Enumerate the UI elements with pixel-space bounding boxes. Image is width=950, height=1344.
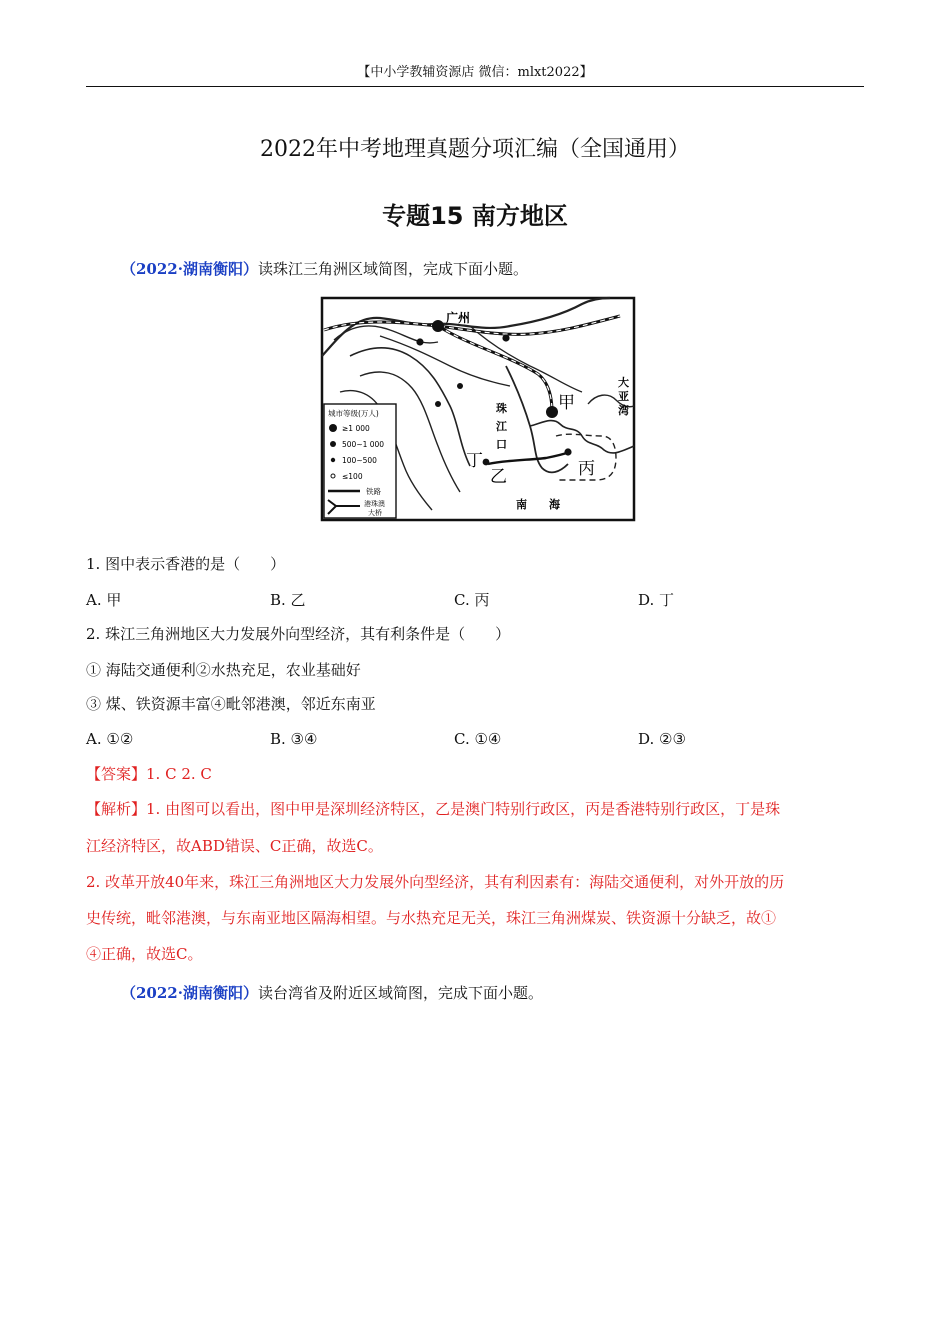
answer-text: 1. C 2. C [146,765,212,783]
map-label-bing: 丙 [578,459,595,479]
header-rule [86,86,864,87]
question-intro-text-2: 读台湾省及附近区域简图，完成下面小题。 [257,984,543,1002]
map-label-estuary-1: 珠 [496,402,507,415]
analysis-line-3: 2. 改革开放40年来，珠江三角洲地区大力发展外向型经济，其有利因素有：海陆交通便利，对外开放的历 [86,873,785,891]
question-group-1-intro [121,258,528,280]
legend-item-1: ≥1 000 [342,424,370,433]
map-label-bay-3: 湾 [618,404,629,417]
question-1-stem: 1. 图中表示香港的是（ ） [86,555,286,573]
map-label-ding: 丁 [466,451,483,471]
map-label-bay-2: 亚 [618,390,629,403]
city-jia-marker [546,406,558,418]
question-group-2-intro [121,982,543,1004]
legend-title: 城市等级(万人) [328,409,379,418]
legend-bridge-2: 大桥 [368,509,382,517]
page-header: 【中小学教辅资源店 微信：mlxt2022】 [357,65,593,80]
legend-railway: 铁路 [366,487,381,496]
map-label-south-sea: 南 海 [516,498,560,511]
map-label-bay-1: 大 [618,376,629,389]
analysis-line-4: 史传统，毗邻港澳，与东南亚地区隔海相望。与水热充足无关，珠江三角洲煤炭、铁资源十分缺乏，故① [86,909,777,927]
question-2-option-c: C. ①④ [454,730,502,748]
city-guangzhou-marker [432,320,444,332]
city-marker [435,401,441,407]
question-2-stem: 2. 珠江三角洲地区大力发展外向型经济，其有利条件是（ ） [86,625,511,643]
map-label-jia: 甲 [558,393,575,413]
map-label-guangzhou: 广州 [446,311,471,325]
question-1-option-a: A. 甲 [86,591,122,609]
pearl-river-delta-map [320,296,636,522]
city-marker [502,334,509,341]
legend-bridge-1: 港珠澳 [364,500,385,508]
analysis-text-1: 1. 由图可以看出，图中甲是深圳经济特区，乙是澳门特别行政区，丙是香港特别行政区，丁是珠 [146,800,781,818]
legend-item-3: 100~500 [342,456,377,465]
map-legend [324,404,396,518]
answer-label: 【答案】 [86,765,147,783]
analysis-line-1 [86,798,780,820]
question-2-option-d: D. ②③ [638,730,686,748]
legend-item-4: ≤100 [342,472,363,481]
city-marker [416,338,423,345]
city-yi-marker [483,459,490,466]
question-2-choices-line-1: ① 海陆交通便利②水热充足，农业基础好 [86,661,361,679]
question-source-2: （2022·湖南衡阳） [121,984,258,1002]
analysis-line-2: 江经济特区，故ABD错误、C正确，故选C。 [86,837,383,855]
question-2-option-a: A. ①② [86,730,134,748]
legend-item-2: 500~1 000 [342,440,385,449]
map-label-yi: 乙 [490,467,507,487]
city-marker [457,383,463,389]
map-label-estuary-2: 江 [496,420,507,433]
question-1-option-c: C. 丙 [454,591,490,609]
question-2-option-b: B. ③④ [270,730,318,748]
section-title: 专题15 南方地区 [382,202,568,230]
question-intro-text: 读珠江三角洲区域简图，完成下面小题。 [257,260,528,278]
question-source: （2022·湖南衡阳） [121,260,258,278]
city-bing-marker [564,448,571,455]
question-1-option-d: D. 丁 [638,591,675,609]
document-title: 2022年中考地理真题分项汇编（全国通用） [260,137,690,162]
question-1-option-b: B. 乙 [270,591,306,609]
analysis-label: 【解析】 [86,800,147,818]
answer-line [86,763,212,785]
analysis-line-5: ④正确，故选C。 [86,945,203,963]
question-2-choices-line-2: ③ 煤、铁资源丰富④毗邻港澳，邻近东南亚 [86,695,376,713]
map-label-estuary-3: 口 [496,438,507,451]
